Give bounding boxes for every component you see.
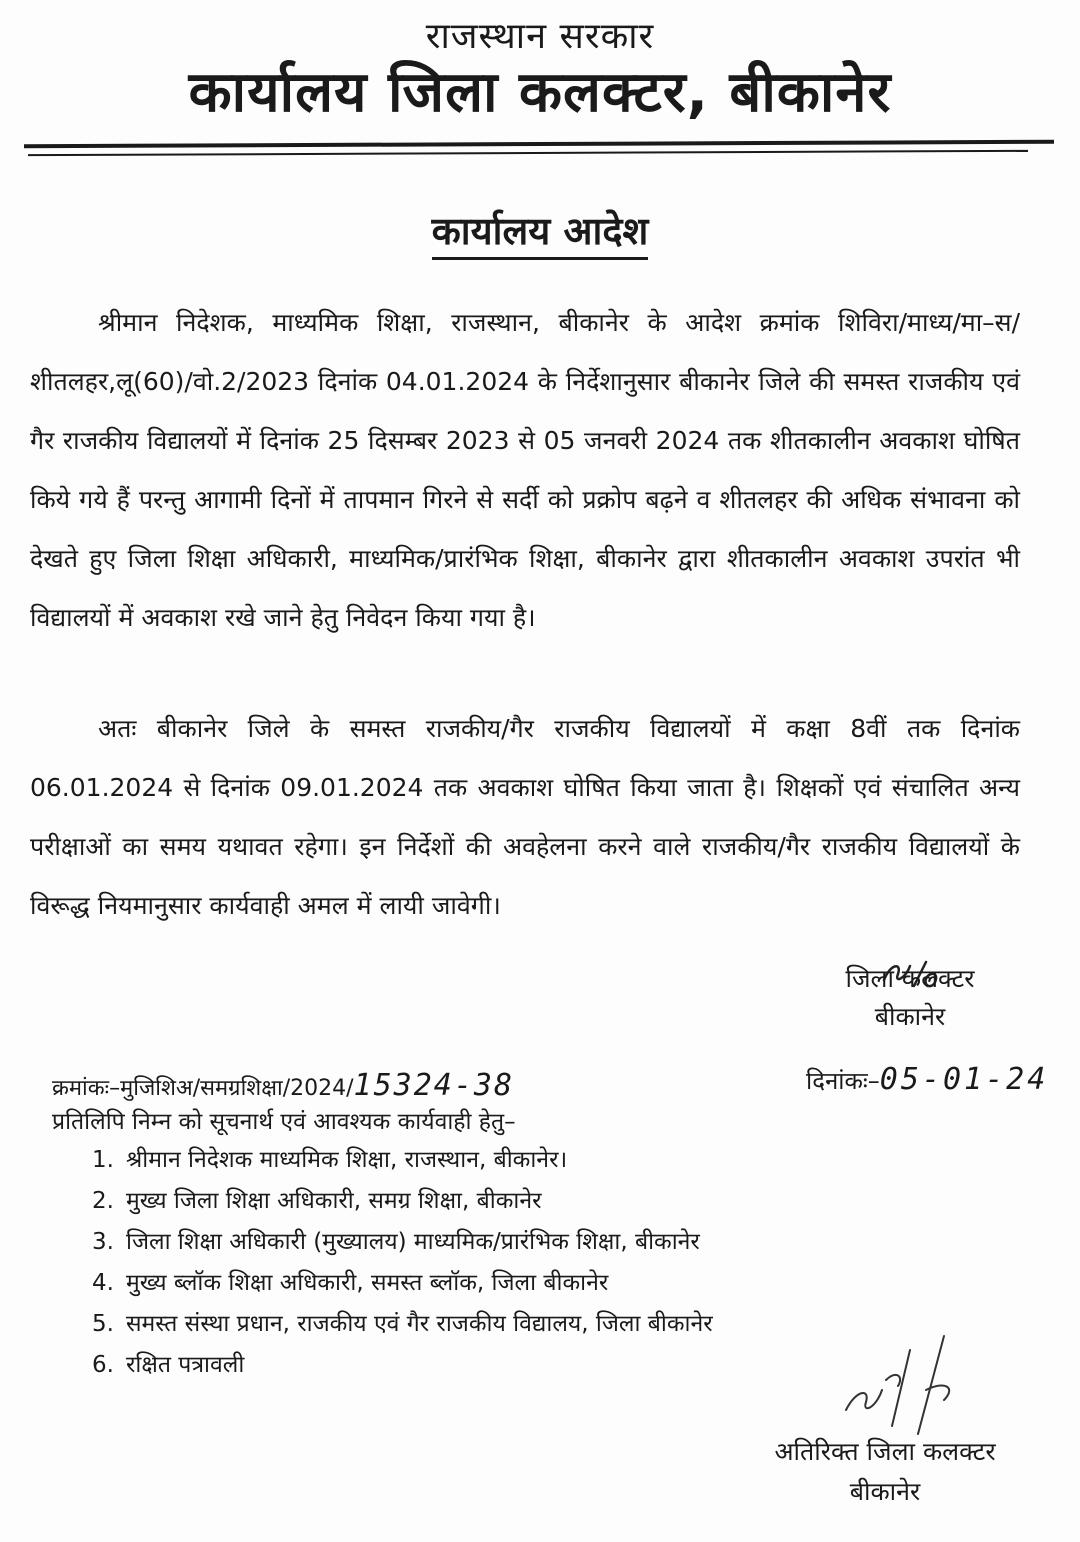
government-heading: राजस्थान सरकार <box>425 16 655 57</box>
header-rule-thick <box>24 140 1054 148</box>
reference-handwritten: 15324-38 <box>353 1068 515 1103</box>
additional-collector-signature <box>826 1330 986 1440</box>
office-heading: कार्यालय जिला कलक्टर, बीकानेर <box>188 60 892 125</box>
copy-to-list <box>92 1140 713 1386</box>
order-title-text: कार्यालय आदेश <box>432 209 649 260</box>
date-label: दिनांकः– <box>806 1067 880 1095</box>
copy-to-item: 6. रक्षित पत्रावली <box>92 1352 245 1378</box>
order-title <box>0 204 1080 256</box>
copy-to-item: 1. श्रीमान निदेशक माध्यमिक शिक्षा, राजस्थान, बीकानेर। <box>92 1147 568 1173</box>
paragraph-1: श्रीमान निदेशक, माध्यमिक शिक्षा, राजस्थान, बीकानेर के आदेश क्रमांक शिविरा/माध्य/मा–स/शीतलहर,लू(60)/वो.2/2023 दिनांक 04.01.2024 के निर्देशानुसार बीकानेर जिले की समस्त राजकीय एवं गैर राजकीय विद्यालयों में दिनांक 25 दिसम्बर 2023 से 05 जनवरी 2024 तक शीतकालीन अवकाश घोषित किये गये हैं परन्तु आगामी दिनों में तापमान गिरने से सर्दी को प्रक्रोप बढ़ने व शीतलहर की अधिक संभावना को देखते हुए जिला शिक्षा अधिकारी, माध्यमिक/प्रारंभिक शिक्षा, बीकानेर द्वारा शीतकालीन अवकाश उपरांत भी विद्यालयों में अवकाश रखे जाने हेतु निवेदन किया गया है। <box>30 308 1020 632</box>
paragraph-2: अतः बीकानेर जिले के समस्त राजकीय/गैर राजकीय विद्यालयों में कक्षा 8वीं तक दिनांक 06.01.2024 से दिनांक 09.01.2024 तक अवकाश घोषित किया जाता है। शिक्षकों एवं संचालित अन्य परीक्षाओं का समय यथावत रहेगा। इन निर्देशों की अवहेलना करने वाले राजकीय/गैर राजकीय विद्यालयों के विरूद्ध नियमानुसार कार्यवाही अमल में लायी जावेगी। <box>30 714 1020 920</box>
collector-designation: जिला कलक्टर <box>845 964 975 993</box>
header-rule-thin <box>28 150 1028 156</box>
collector-signature-block <box>800 960 1020 1036</box>
copy-to-item: 5. समस्त संस्था प्रधान, राजकीय एवं गैर राजकीय विद्यालय, जिला बीकानेर <box>92 1311 713 1337</box>
reference-number <box>52 1068 514 1103</box>
collector-place: बीकानेर <box>874 1002 946 1031</box>
date-handwritten: 05-01-24 <box>879 1062 1049 1097</box>
copy-to-intro: प्रतिलिपि निम्न को सूचनार्थ एवं आवश्यक कार्यवाही हेतु– <box>52 1109 516 1135</box>
copy-to-item: 2. मुख्य जिला शिक्षा अधिकारी, समग्र शिक्षा, बीकानेर <box>92 1188 542 1214</box>
copy-to-item: 4. मुख्य ब्लॉक शिक्षा अधिकारी, समस्त ब्लॉक, जिला बीकानेर <box>92 1270 609 1296</box>
additional-collector-place: बीकानेर <box>849 1477 921 1506</box>
issue-date <box>806 1062 1048 1097</box>
additional-collector-designation: अतिरिक्त जिला कलक्टर <box>774 1437 996 1466</box>
copy-to-item: 3. जिला शिक्षा अधिकारी (मुख्यालय) माध्यमिक/प्रारंभिक शिक्षा, बीकानेर <box>92 1229 700 1255</box>
additional-collector-signature-block <box>740 1432 1030 1512</box>
reference-prefix: क्रमांकः–मुजिशिअ/समग्रशिक्षा/2024/ <box>52 1076 354 1101</box>
